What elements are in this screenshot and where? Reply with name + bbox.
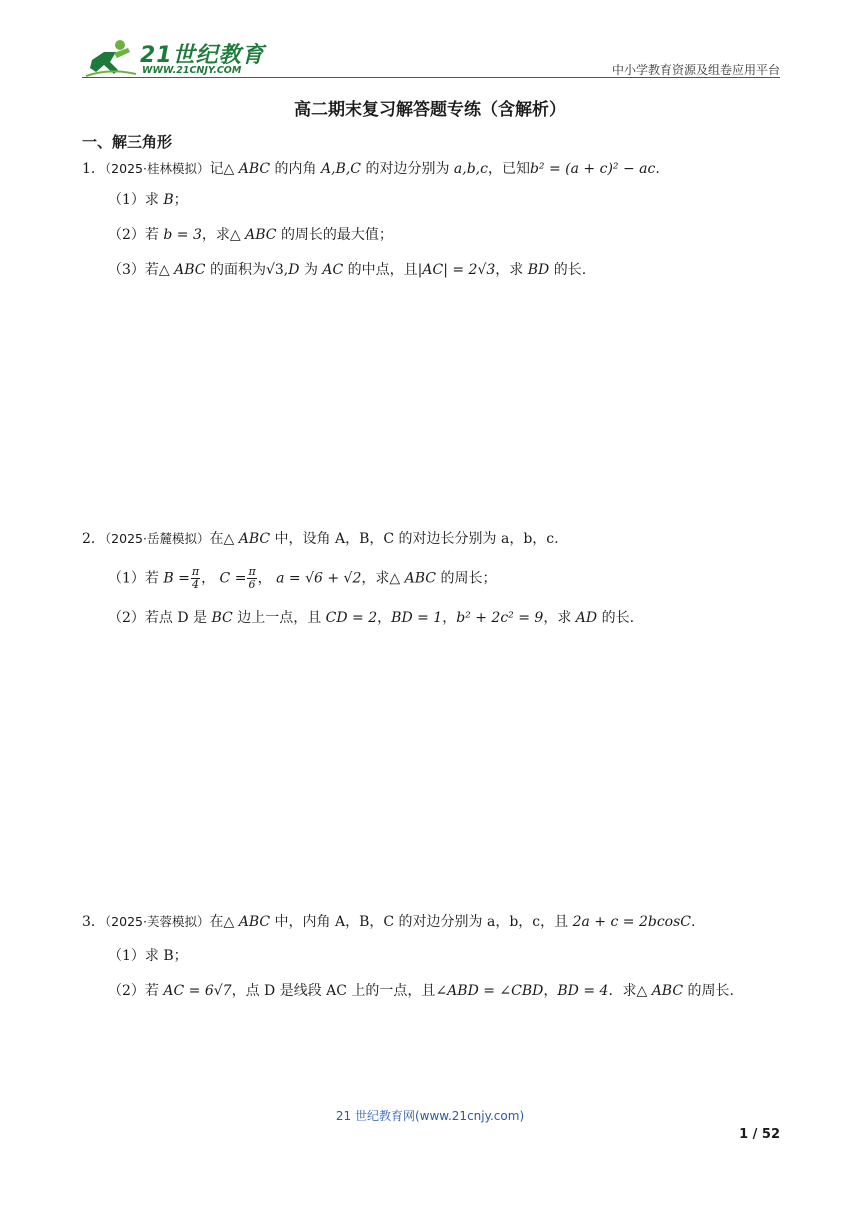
page-title: 高二期末复习解答题专练（含解析） <box>294 100 566 120</box>
q3-part-2: （2）若 AC = 6√7，点 D 是线段 AC 上的一点，且∠ABD = ∠CBD，BD = 4．求△ ABC 的周长. <box>108 983 734 999</box>
question-1: 1．（2025·桂林模拟）记△ ABC 的内角 A,B,C 的对边分别为 a,b,c，已知b² = (a + c)² − ac. <box>82 161 660 177</box>
q2-part-1: （1）若 B = $\frac{\pi}{4}$ ， C = $\frac{\pi}{6}$ ， a = √6 + √2，求△ ABC 的周长； <box>108 565 497 591</box>
q1-part-1: （1）求 B； <box>108 192 188 208</box>
question-2: 2．（2025·岳麓模拟）在△ ABC 中，设角 A，B，C 的对边长分别为 a，b，c. <box>82 531 559 547</box>
q1-part-3: （3）若△ ABC 的面积为√3,D 为 AC 的中点，且|AC| = 2√3，求 BD 的长. <box>108 262 587 278</box>
q3-part-1: （1）求 B； <box>108 948 188 964</box>
q1-formula: b² = (a + c)² − ac. <box>529 161 660 177</box>
q1-part-2: （2）若 b = 3，求△ ABC 的周长的最大值； <box>108 227 393 243</box>
q2-part-2: （2）若点 D 是 BC 边上一点，且 CD = 2，BD = 1，b² + 2c² = 9，求 AD 的长. <box>108 610 635 626</box>
page-number: 1 / 52 <box>739 1127 780 1142</box>
question-3: 3．（2025·芙蓉模拟）在△ ABC 中，内角 A，B，C 的对边分别为 a，b，c，且 2a + c = 2bcosC. <box>82 914 696 930</box>
runner-logo-icon <box>84 38 138 78</box>
header-divider <box>82 77 780 78</box>
logo-url: WWW.21CNJY.COM <box>142 65 242 76</box>
section-heading: 一、解三角形 <box>82 133 173 151</box>
logo-text: 21世纪教育 <box>140 43 265 68</box>
platform-label: 中小学教育资源及组卷应用平台 <box>611 63 780 77</box>
footer-site-link[interactable]: 21 世纪教育网(www.21cnjy.com) <box>335 1109 525 1123</box>
